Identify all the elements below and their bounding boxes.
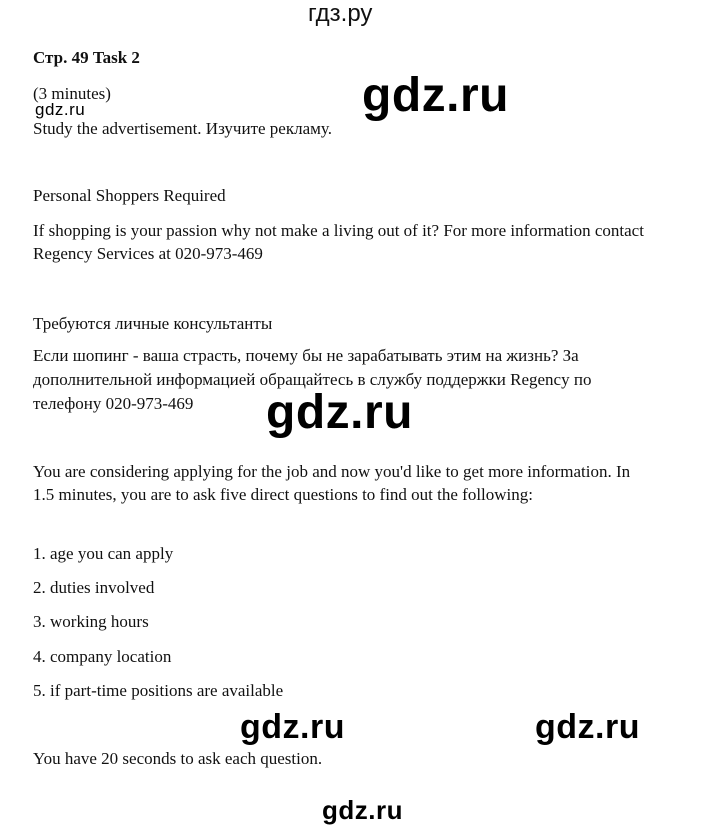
- site-header: гдз.ру: [308, 0, 373, 27]
- task-duration: (3 minutes): [33, 84, 111, 103]
- ad-title-ru: Требуются личные консультанты: [33, 314, 273, 333]
- watermark-footer: gdz.ru: [322, 795, 403, 825]
- list-item: 3. working hours: [33, 612, 149, 631]
- ad-text-ru: Если шопинг - ваша страсть, почему бы не зарабатывать этим на жизнь? За дополнительной информацией обращайтесь в службу поддержки Regency по телефону 020-973-469: [33, 346, 592, 413]
- task-instruction: Study the advertisement. Изучите рекламу.: [33, 119, 332, 138]
- watermark-large-top: gdz.ru: [362, 69, 509, 122]
- list-item: 5. if part-time positions are available: [33, 681, 284, 700]
- list-item: 1. age you can apply: [33, 544, 174, 563]
- list-item: 2. duties involved: [33, 578, 155, 597]
- closing-text: You have 20 seconds to ask each question.: [33, 749, 323, 768]
- ad-text-en: If shopping is your passion why not make a living out of it? For more information contact Regency Services at 020-973-469: [33, 221, 644, 263]
- ad-title-en: Personal Shoppers Required: [33, 186, 226, 205]
- watermark-bottom-right: gdz.ru: [535, 708, 640, 746]
- watermark-bottom-left: gdz.ru: [240, 708, 345, 746]
- task-title: Стр. 49 Task 2: [33, 48, 140, 67]
- watermark-large-mid: gdz.ru: [266, 386, 413, 439]
- task-prompt: You are considering applying for the job and now you'd like to get more information. In 1.5 minutes, you are to ask five direct questions to find out the following:: [33, 462, 631, 504]
- list-item: 4. company location: [33, 647, 172, 666]
- watermark-small: gdz.ru: [35, 100, 86, 119]
